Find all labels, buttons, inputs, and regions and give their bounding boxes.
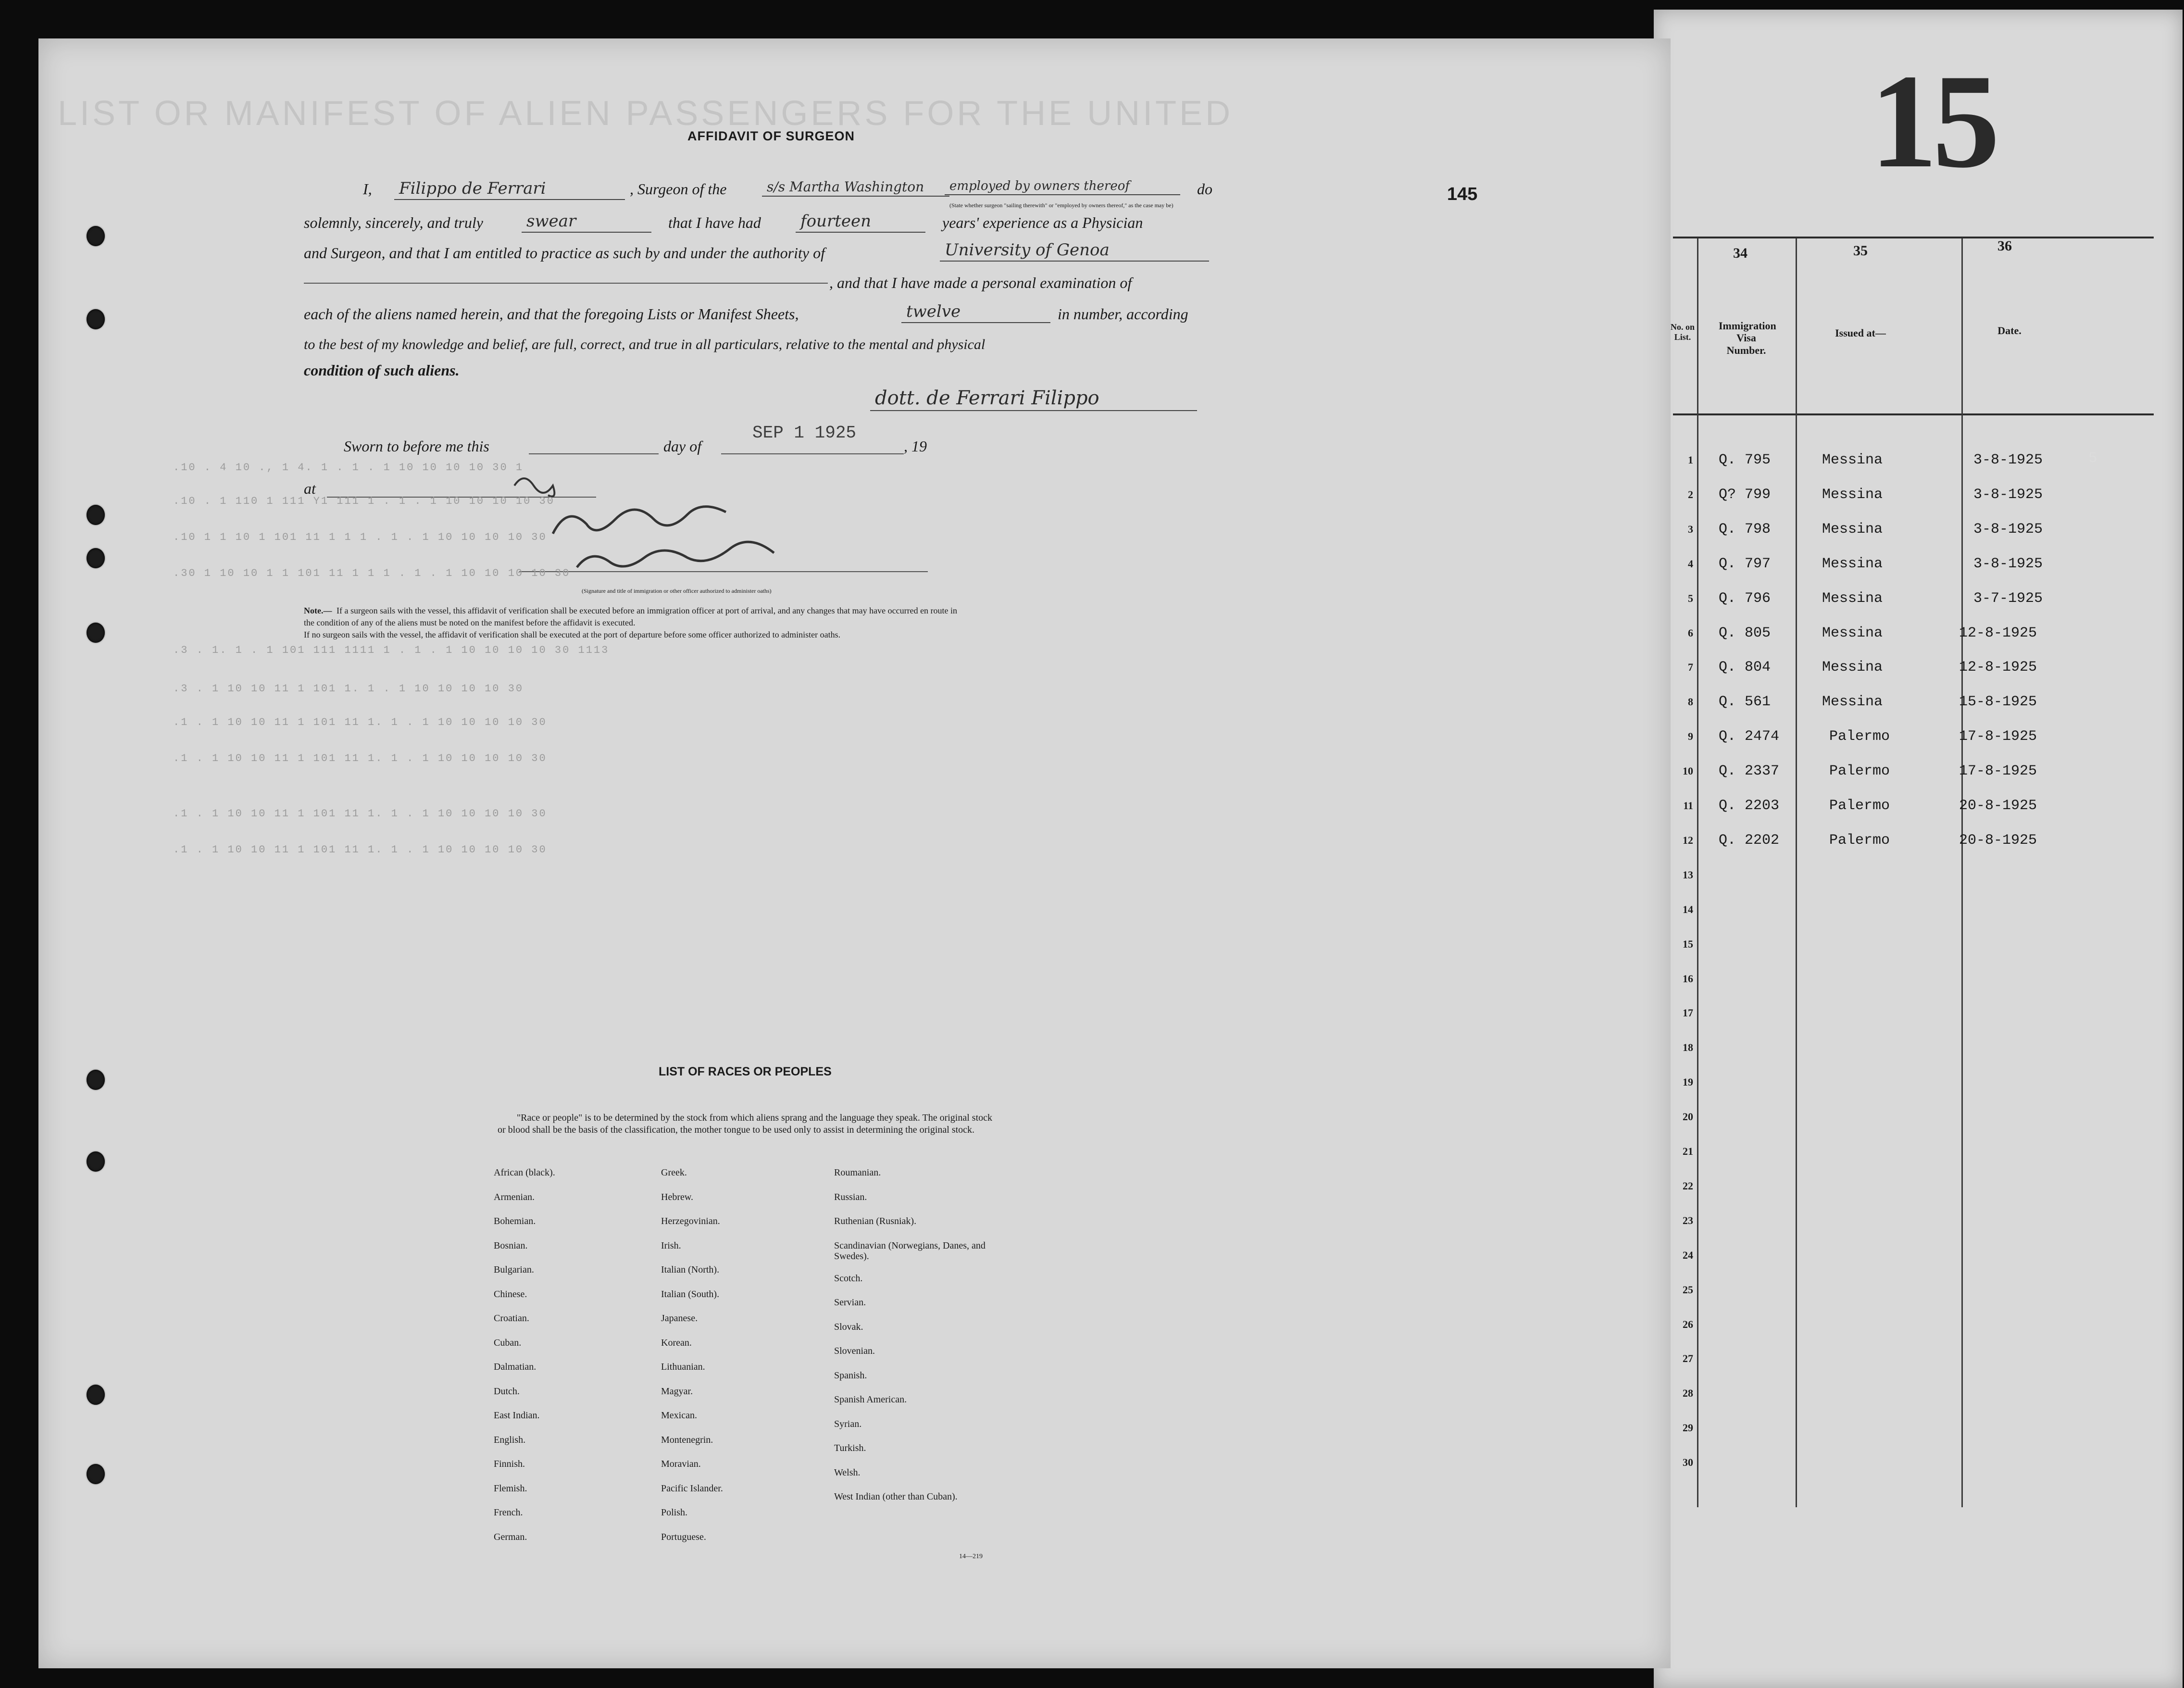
manifest-row-number: 3 <box>1688 523 1693 535</box>
race-entry: Servian. <box>834 1297 866 1308</box>
note-line-3: If no surgeon sails with the vessel, the affidavit of verification shall be executed at the port of departure before some officer authorized to administer oaths. <box>304 630 841 639</box>
manifest-rule-top <box>1673 237 2154 238</box>
visa-date-cell: 17-8-1925 <box>1959 763 2037 779</box>
affidavit-text: each of the aliens named herein, and that the foregoing Lists or Manifest Sheets, <box>304 305 799 323</box>
issued-at-cell: Messina <box>1822 487 1883 503</box>
manifest-row-number: 5 <box>1688 592 1693 604</box>
page-stamp-number: 15 <box>1870 46 1995 196</box>
race-entry: Hebrew. <box>661 1191 694 1202</box>
manifest-row-number: 13 <box>1683 869 1693 881</box>
note-label: Note.— <box>304 606 332 615</box>
visa-date-cell: 3-8-1925 <box>1973 452 2043 468</box>
affidavit-text: solemnly, sincerely, and truly <box>304 214 483 231</box>
race-entry: Portuguese. <box>661 1531 706 1542</box>
manifest-row-number: 24 <box>1683 1249 1693 1261</box>
visa-date-cell: 12-8-1925 <box>1959 659 2037 675</box>
surgeon-name-handwritten: Filippo de Ferrari <box>394 179 625 200</box>
race-entry: Slovak. <box>834 1321 863 1332</box>
bleed-through-row: .10 . 1 110 1 111 Y1 111 1 . 1 . 1 10 10 10 10 30 <box>173 495 555 507</box>
race-entry: Bulgarian. <box>494 1264 534 1275</box>
visa-date-cell: 17-8-1925 <box>1959 728 2037 745</box>
races-column-1 <box>494 1167 555 1556</box>
visa-date-cell: 15-8-1925 <box>1959 694 2037 710</box>
race-entry: Lithuanian. <box>661 1362 705 1372</box>
sworn-date-stamp: SEP 1 1925 <box>752 423 857 443</box>
race-entry: Ruthenian (Rusniak). <box>834 1216 917 1226</box>
manifest-row-number: 22 <box>1683 1180 1693 1192</box>
races-intro: "Race or people" is to be determined by the stock from which aliens sprang and the language they speak. The original stock or blood shall be the basis of the classification, the mother tongue to be used only to assist in determining the original stock. <box>498 1113 993 1135</box>
affidavit-text: condition of such aliens. <box>304 362 460 379</box>
bleed-through-row: .3 . 1 10 10 11 1 101 1. 1 . 1 10 10 10 10 30 <box>173 683 524 695</box>
issued-at-cell: Messina <box>1822 452 1883 468</box>
years-handwritten: fourteen <box>796 212 925 233</box>
issued-at-cell: Palermo <box>1829 798 1890 814</box>
race-entry: Montenegrin. <box>661 1434 713 1445</box>
visa-date-cell: 3-7-1925 <box>1973 590 2043 607</box>
bleed-through-row: .1 . 1 10 10 11 1 101 11 1. 1 . 1 10 10 10 10 30 <box>173 752 547 764</box>
punch-hole <box>87 623 105 643</box>
manifest-row-number: 26 <box>1683 1318 1693 1330</box>
punch-hole <box>87 1385 105 1405</box>
race-entry: Mexican. <box>661 1410 697 1421</box>
race-entry: Welsh. <box>834 1467 861 1478</box>
race-entry: Finnish. <box>494 1459 525 1469</box>
race-entry: German. <box>494 1531 527 1542</box>
manifest-row-number: 16 <box>1683 973 1693 985</box>
affidavit-text: , Surgeon of the <box>630 180 727 198</box>
race-entry: Turkish. <box>834 1443 866 1453</box>
race-entry: Cuban. <box>494 1337 522 1348</box>
affidavit-text: years' experience as a Physician <box>942 214 1143 231</box>
visa-date-cell: 3-8-1925 <box>1973 521 2043 538</box>
race-entry: Bosnian. <box>494 1240 528 1251</box>
sworn-prefix: Sworn to before me this <box>344 438 489 455</box>
visa-number-cell: Q. 798 <box>1719 521 1771 538</box>
race-entry: Scandinavian (Norwegians, Danes, and Swedes). <box>834 1240 986 1262</box>
visa-number-cell: Q. 2337 <box>1719 763 1780 779</box>
visa-number-cell: Q. 2203 <box>1719 798 1780 814</box>
race-entry: Spanish American. <box>834 1394 907 1405</box>
issued-at-cell: Palermo <box>1829 763 1890 779</box>
affidavit-text: that I have had <box>668 214 761 231</box>
manifest-row-number: 1 <box>1688 454 1693 466</box>
manifest-row-number: 9 <box>1688 730 1693 742</box>
race-entry: Dutch. <box>494 1386 520 1397</box>
issued-at-cell: Messina <box>1822 521 1883 538</box>
manifest-row-number: 8 <box>1688 696 1693 708</box>
manifest-row-number: 23 <box>1683 1214 1693 1226</box>
manifest-row-number: 19 <box>1683 1076 1693 1088</box>
officer-signature-scribble <box>505 466 928 582</box>
punch-hole <box>87 1070 105 1090</box>
manifest-row-number: 10 <box>1683 765 1693 777</box>
manifest-row-number: 21 <box>1683 1145 1693 1157</box>
race-entry: Magyar. <box>661 1386 693 1397</box>
affidavit-title: AFFIDAVIT OF SURGEON <box>687 129 855 143</box>
race-entry: Japanese. <box>661 1313 698 1324</box>
bleed-through-row: .1 . 1 10 10 11 1 101 11 1. 1 . 1 10 10 10 10 30 <box>173 716 547 728</box>
note-line-2: the condition of any of the aliens must be noted on the manifest before the affidavit is executed. <box>304 618 636 627</box>
race-entry: Armenian. <box>494 1191 535 1202</box>
visa-number-cell: Q. 2202 <box>1719 832 1780 849</box>
surgeon-signature: dott. de Ferrari Filippo <box>870 387 1197 411</box>
issued-at-cell: Palermo <box>1829 832 1890 849</box>
visa-date-cell: 20-8-1925 <box>1959 832 2037 849</box>
row-no-header: No. on List. <box>1670 322 1695 342</box>
col-35-number: 35 <box>1853 243 1868 259</box>
punch-hole <box>87 548 105 568</box>
race-entry: East Indian. <box>494 1410 540 1421</box>
punch-hole <box>87 309 105 329</box>
issued-at-cell: Messina <box>1822 625 1883 641</box>
ship-handwritten: s/s Martha Washington <box>762 179 949 197</box>
race-entry: Syrian. <box>834 1418 862 1429</box>
race-entry: Greek. <box>661 1167 687 1178</box>
punch-hole <box>87 1464 105 1484</box>
race-entry: Croatian. <box>494 1313 529 1324</box>
manifest-row-number: 20 <box>1683 1111 1693 1123</box>
race-entry: Polish. <box>661 1507 688 1518</box>
visa-number-cell: Q. 804 <box>1719 659 1771 675</box>
issued-at-cell: Messina <box>1822 556 1883 572</box>
visa-number-cell: Q. 805 <box>1719 625 1771 641</box>
page-number: 145 <box>1447 184 1478 204</box>
manifest-row-number: 28 <box>1683 1387 1693 1399</box>
authority-handwritten: University of Genoa <box>940 240 1209 262</box>
visa-number-cell: Q. 795 <box>1719 452 1771 468</box>
race-entry: Irish. <box>661 1240 681 1251</box>
sworn-year-prefix: , 19 <box>904 438 927 455</box>
col-35-header: Issued at— <box>1835 327 1886 339</box>
oath-handwritten: swear <box>522 212 651 233</box>
manifest-row-number: 17 <box>1683 1007 1693 1019</box>
bleed-through-row: .1 . 1 10 10 11 1 101 11 1. 1 . 1 10 10 10 10 30 <box>173 844 547 856</box>
race-entry: Chinese. <box>494 1288 527 1300</box>
manifest-row-number: 14 <box>1683 903 1693 915</box>
manifest-row-number: 6 <box>1688 627 1693 639</box>
bleed-through-row: .1 . 1 10 10 11 1 101 11 1. 1 . 1 10 10 10 10 30 <box>173 808 547 820</box>
punch-hole <box>87 1151 105 1172</box>
race-entry: Roumanian. <box>834 1167 881 1178</box>
visa-number-cell: Q? 799 <box>1719 487 1771 503</box>
blank-line <box>721 440 904 454</box>
form-number: 14—219 <box>959 1553 983 1560</box>
manifest-row-number: 2 <box>1688 488 1693 500</box>
note-line-1: If a surgeon sails with the vessel, this affidavit of verification shall be executed before an immigration officer at port of arrival, and any changes that may have occurred en route in <box>337 606 958 615</box>
bleed-through-row: .10 . 4 10 ., 1 4. 1 . 1 . 1 10 10 10 10 30 1 <box>173 462 524 474</box>
manifest-row-number: 4 <box>1688 558 1693 570</box>
race-entry: Herzegovinian. <box>661 1216 720 1226</box>
visa-date-cell: 3-8-1925 <box>1973 487 2043 503</box>
manifest-col-line <box>1961 238 1963 1507</box>
bleed-through-row: .3 . 1. 1 . 1 101 111 1111 1 . 1 . 1 10 10 10 10 30 1113 <box>173 644 610 656</box>
race-entry: Slovenian. <box>834 1346 875 1356</box>
punch-hole <box>87 226 105 246</box>
visa-number-cell: Q. 2474 <box>1719 728 1780 745</box>
race-entry: Russian. <box>834 1191 867 1202</box>
sheets-handwritten: twelve <box>901 302 1050 323</box>
issued-at-cell: Palermo <box>1829 728 1890 745</box>
manifest-row-number: 29 <box>1683 1422 1693 1434</box>
manifest-row-number: 11 <box>1683 800 1693 812</box>
visa-number-cell: Q. 561 <box>1719 694 1771 710</box>
races-column-3 <box>834 1167 1012 1502</box>
affidavit-text: to the best of my knowledge and belief, are full, correct, and true in all particulars, relative to the mental and physical <box>304 337 986 352</box>
col-34-header: Immigration Visa Number. <box>1719 320 1776 356</box>
col-36-header: Date. <box>1997 325 2022 337</box>
bleed-through-row: .10 1 1 10 1 101 11 1 1 1 . 1 . 1 10 10 10 10 30 <box>173 531 547 543</box>
visa-date-cell: 3-8-1925 <box>1973 556 2043 572</box>
race-entry: West Indian (other than Cuban). <box>834 1491 958 1502</box>
employment-handwritten: employed by owners thereof <box>945 179 1180 195</box>
issued-at-cell: Messina <box>1822 694 1883 710</box>
manifest-row-number: 27 <box>1683 1352 1693 1364</box>
manifest-row-number: 25 <box>1683 1284 1693 1296</box>
manifest-row-number: 12 <box>1683 834 1693 846</box>
races-heading: LIST OF RACES OR PEOPLES <box>659 1065 832 1078</box>
race-entry: Korean. <box>661 1337 692 1348</box>
affidavit-text: in number, according <box>1058 305 1188 323</box>
edge-mark: 5 <box>2089 450 2097 465</box>
affidavit-text: I, <box>363 180 372 198</box>
sworn-day-word: day of <box>663 438 702 455</box>
bleed-through-row: .30 1 10 10 1 1 101 11 1 1 1 . 1 . 1 10 10 10 10 30 <box>173 567 571 579</box>
punch-hole <box>87 505 105 525</box>
race-entry: English. <box>494 1434 526 1445</box>
visa-number-cell: Q. 796 <box>1719 590 1771 607</box>
race-entry: Spanish. <box>834 1370 867 1381</box>
manifest-row-number: 30 <box>1683 1456 1693 1468</box>
race-entry: Dalmatian. <box>494 1362 537 1372</box>
race-entry: French. <box>494 1507 523 1518</box>
manifest-col-line <box>1796 238 1797 1507</box>
affidavit-text: and Surgeon, and that I am entitled to practice as such by and under the authority of <box>304 244 825 262</box>
race-entry: Italian (North). <box>661 1264 720 1275</box>
col-34-number: 34 <box>1733 245 1747 261</box>
race-entry: Moravian. <box>661 1459 701 1469</box>
races-column-2 <box>661 1167 723 1556</box>
manifest-rule-header <box>1673 413 2154 415</box>
race-entry: Bohemian. <box>494 1216 536 1226</box>
race-entry: Scotch. <box>834 1273 863 1284</box>
blank-line <box>529 440 659 454</box>
issued-at-cell: Messina <box>1822 659 1883 675</box>
manifest-col-line <box>1697 238 1698 1507</box>
visa-date-cell: 12-8-1925 <box>1959 625 2037 641</box>
ghost-manifest-title: LIST OR MANIFEST OF ALIEN PASSENGERS FOR THE UNITED <box>58 94 1234 133</box>
manifest-row-number: 7 <box>1688 661 1693 673</box>
officer-caption: (Signature and title of immigration or other officer authorized to administer oaths) <box>582 588 772 594</box>
visa-date-cell: 20-8-1925 <box>1959 798 2037 814</box>
sworn-at-word: at <box>304 480 316 497</box>
affidavit-text: do <box>1197 180 1212 198</box>
manifest-row-number: 18 <box>1683 1041 1693 1053</box>
race-entry: Flemish. <box>494 1483 527 1494</box>
col-36-number: 36 <box>1997 238 2012 254</box>
race-entry: African (black). <box>494 1167 555 1178</box>
affidavit-text: , and that I have made a personal examination of <box>829 274 1132 291</box>
blank-line <box>304 269 828 284</box>
race-entry: Pacific Islander. <box>661 1483 723 1494</box>
visa-number-cell: Q. 797 <box>1719 556 1771 572</box>
issued-at-cell: Messina <box>1822 590 1883 607</box>
race-entry: Italian (South). <box>661 1288 720 1300</box>
state-note: (State whether surgeon "sailing therewith" or "employed by owners thereof," as the case may be) <box>949 202 1173 209</box>
manifest-row-number: 15 <box>1683 938 1693 950</box>
